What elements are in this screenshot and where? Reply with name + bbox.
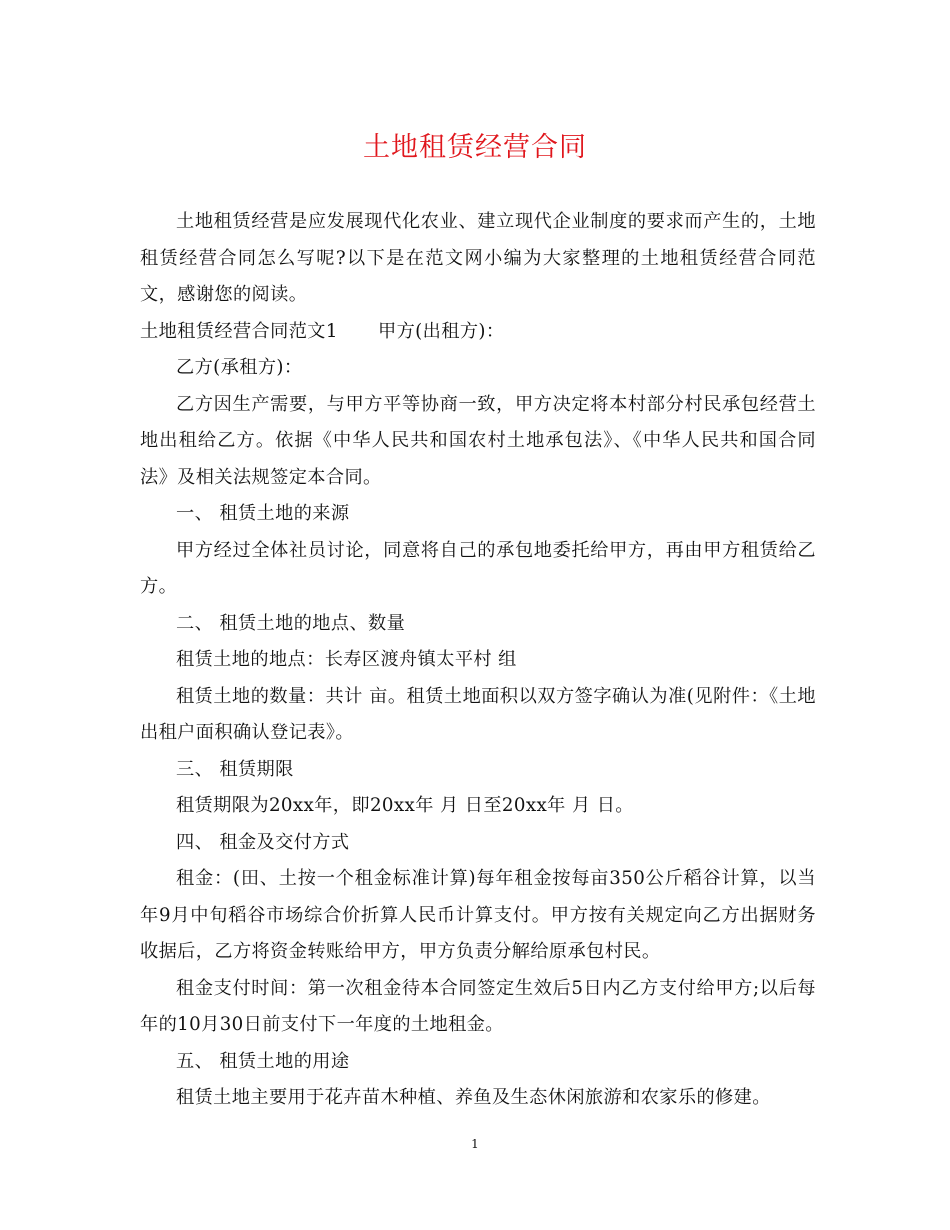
section-2-quantity: 租赁土地的数量：共计 亩。租赁土地面积以双方签字确认为准(见附件：《土地出租户面积确认登记表》。 bbox=[140, 685, 816, 743]
section-1-title: 一、 租赁土地的来源 bbox=[176, 503, 350, 524]
section-5-title: 五、 租赁土地的用途 bbox=[176, 1050, 350, 1072]
sample-heading: 土地租赁经营合同范文1 bbox=[140, 320, 338, 342]
section-5-body: 租赁土地主要用于花卉苗木种植、养鱼及生态休闲旅游和农家乐的修建。 bbox=[176, 1087, 771, 1108]
section-4-rent: 租金：(田、土按一个租金标准计算)每年租金按每亩350公斤稻谷计算，以当年9月中旬稻谷市场综合价折算人民币计算支付。甲方按有关规定向乙方出据财务收据后，乙方将资金转账给甲方，甲方负责分解给原承包村民。 bbox=[140, 868, 816, 962]
section-4-title: 四、 租金及交付方式 bbox=[176, 831, 350, 853]
party-a-label: 甲方(出租方)： bbox=[378, 320, 505, 342]
section-4-payment-time: 租金支付时间：第一次租金待本合同签定生效后5日内乙方支付给甲方;以后每年的10月30日前支付下一年度的土地租金。 bbox=[140, 977, 816, 1035]
section-2-title: 二、 租赁土地的地点、数量 bbox=[176, 612, 406, 634]
section-3-title: 三、 租赁期限 bbox=[176, 758, 294, 780]
party-b-label: 乙方(承租方)： bbox=[176, 357, 303, 378]
page-number: 1 bbox=[471, 1137, 479, 1151]
section-1-body: 甲方经过全体社员讨论，同意将自己的承包地委托给甲方，再由甲方租赁给乙方。 bbox=[140, 539, 816, 597]
sample-heading-row bbox=[140, 314, 816, 351]
section-2-location: 租赁土地的地点：长寿区渡舟镇太平村 组 bbox=[176, 649, 517, 670]
document-title: 土地租赁经营合同 bbox=[363, 132, 587, 163]
section-3-body: 租赁期限为20xx年，即20xx年 月 日至20xx年 月 日。 bbox=[176, 795, 634, 816]
intro-paragraph: 土地租赁经营是应发展现代化农业、建立现代企业制度的要求而产生的，土地租赁经营合同怎么写呢?以下是在范文网小编为大家整理的土地租赁经营合同范文，感谢您的阅读。 bbox=[140, 211, 816, 305]
preamble-paragraph: 乙方因生产需要，与甲方平等协商一致，甲方决定将本村部分村民承包经营土地出租给乙方。依据《中华人民共和国农村土地承包法》、《中华人民共和国合同法》及相关法规签定本合同。 bbox=[140, 393, 816, 488]
document-body bbox=[140, 204, 816, 1117]
